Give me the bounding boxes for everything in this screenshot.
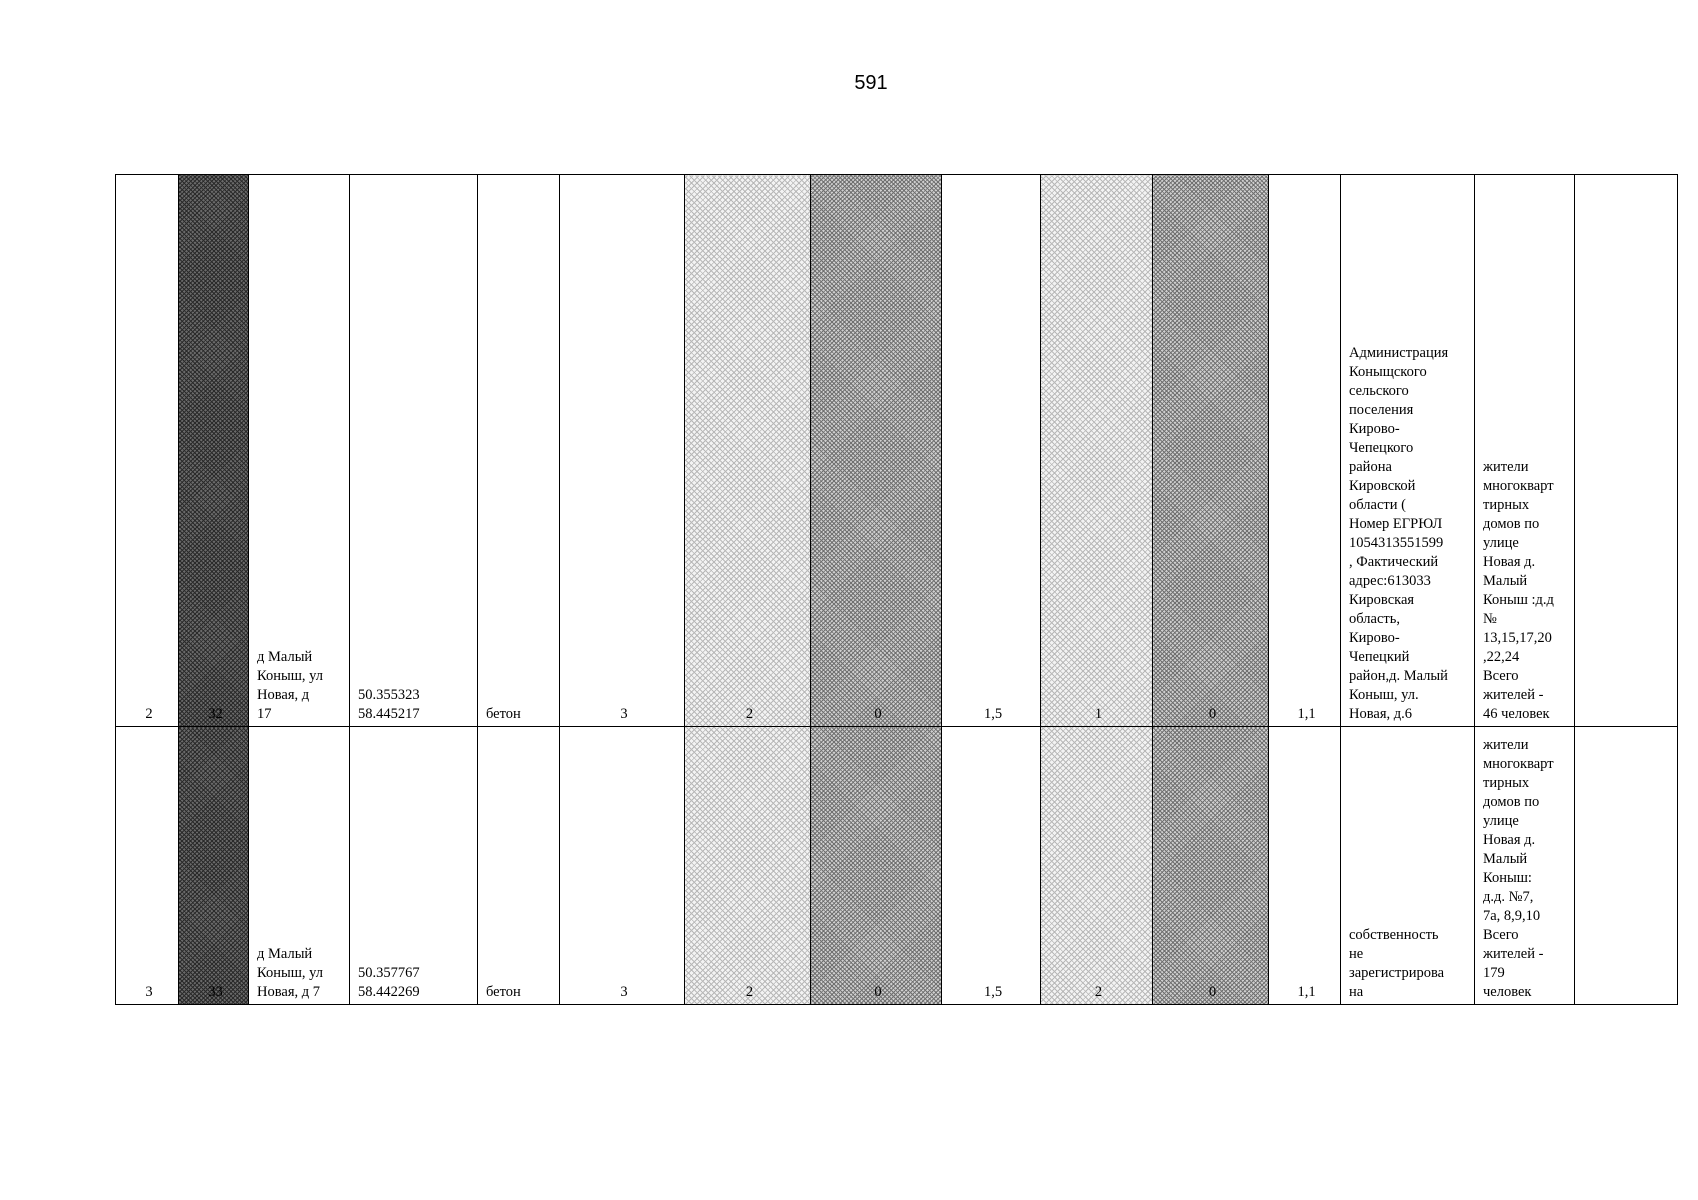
containers-planned-cell: 2 <box>685 175 811 727</box>
note-cell <box>1575 727 1678 1005</box>
page-number: 591 <box>854 72 888 94</box>
containers-planned-cell: 2 <box>685 727 811 1005</box>
containers-placed-cell: 0 <box>811 175 942 727</box>
volume-cell: 1,5 <box>942 727 1041 1005</box>
large-containers-placed-cell: 0 <box>1153 727 1269 1005</box>
large-containers-placed-cell: 0 <box>1153 175 1269 727</box>
area-cell: 3 <box>560 175 685 727</box>
large-volume-cell: 1,1 <box>1269 727 1341 1005</box>
address-cell: д Малый Коныш, ул Новая, д 17 <box>249 175 350 727</box>
owner-cell: собственность не зарегистрирова на <box>1341 727 1475 1005</box>
note-cell <box>1575 175 1678 727</box>
large-containers-planned-cell: 1 <box>1041 175 1153 727</box>
area-cell: 3 <box>560 727 685 1005</box>
large-containers-planned-cell: 2 <box>1041 727 1153 1005</box>
row-number: 2 <box>116 175 179 727</box>
surface-cell: бетон <box>478 175 560 727</box>
surface-cell: бетон <box>478 727 560 1005</box>
table-row <box>116 175 1678 727</box>
coordinates-cell: 50.355323 58.445217 <box>350 175 478 727</box>
volume-cell: 1,5 <box>942 175 1041 727</box>
row-number: 3 <box>116 727 179 1005</box>
owner-cell: Администрация Коныщского сельского поселения Кирово- Чепецкого района Кировской области ( Номер ЕГРЮЛ 1054313551599 , Фактический адрес:613033 Кировская область, Кирово- Чепецкий район,д. Малый Коныш, ул. Новая, д.6 <box>1341 175 1475 727</box>
waste-sources-cell: жители многокварт тирных домов по улице Новая д. Малый Коныш: д.д. №7, 7а, 8,9,10 Всего жителей - 179 человек <box>1475 727 1575 1005</box>
coordinates-cell: 50.357767 58.442269 <box>350 727 478 1005</box>
containers-placed-cell: 0 <box>811 727 942 1005</box>
registry-table <box>115 174 1678 1005</box>
registry-number: 33 <box>179 727 249 1005</box>
address-cell: д Малый Коныш, ул Новая, д 7 <box>249 727 350 1005</box>
registry-number: 32 <box>179 175 249 727</box>
waste-sources-cell: жители многокварт тирных домов по улице Новая д. Малый Коныш :д.д № 13,15,17,20 ,22,24 Всего жителей - 46 человек <box>1475 175 1575 727</box>
table-row <box>116 727 1678 1005</box>
large-volume-cell: 1,1 <box>1269 175 1341 727</box>
